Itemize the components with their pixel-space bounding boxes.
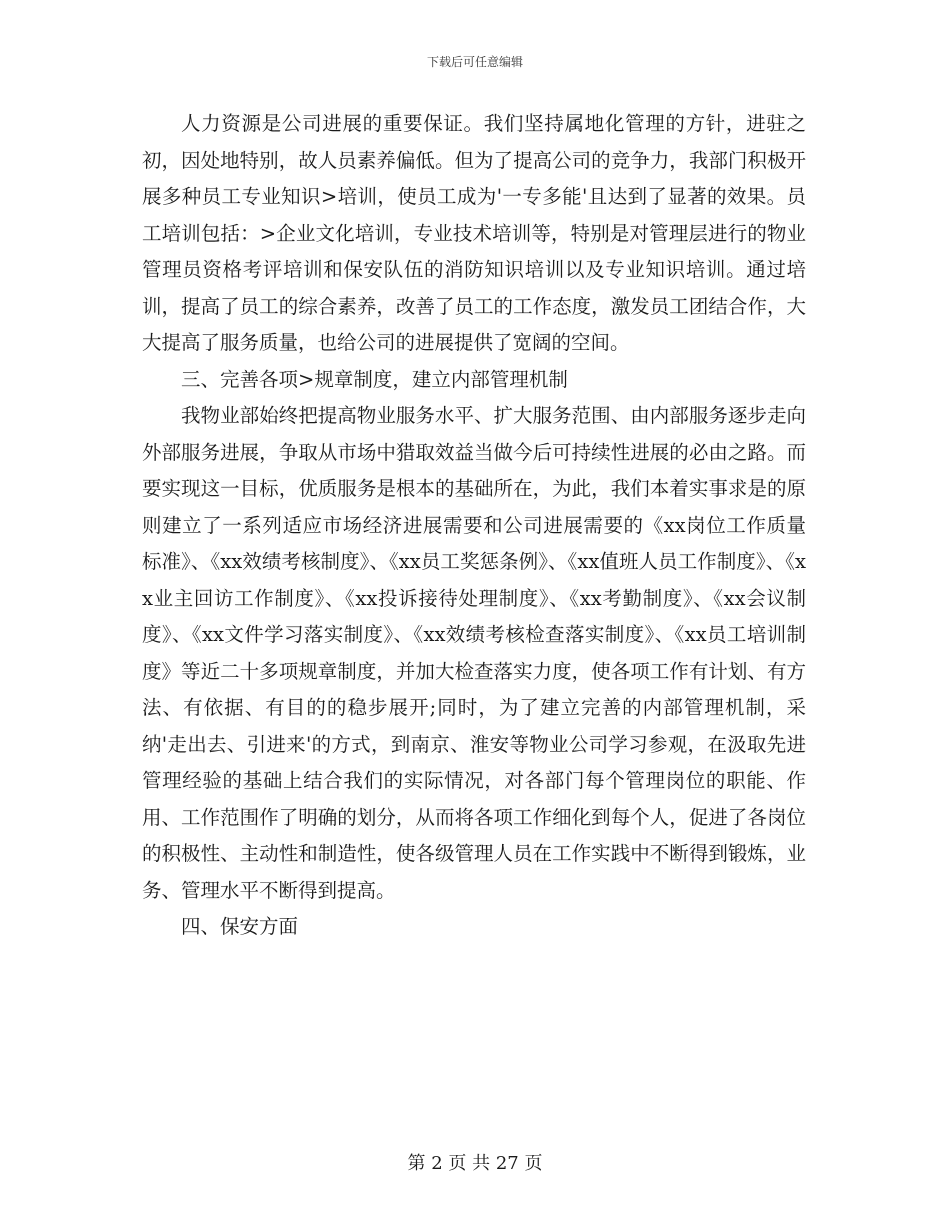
- page-number: 第 2 页 共 27 页: [407, 1153, 543, 1174]
- section-heading-3: 三、完善各项>规章制度，建立内部管理机制: [181, 367, 568, 391]
- page-header: 下载后可任意编辑: [426, 55, 523, 69]
- section-heading-4: 四、保安方面: [181, 915, 299, 938]
- paragraph-hr: 人力资源是公司进展的重要保证。我们坚持属地化管理的方针，进驻之初，因处地特别，故人员素养偏低。但为了提高公司的竞争力，我部门积极开展多种员工专业知识>培训，使员工成为'一专多能'且达到了显著的效果。员工培训包括：>企业文化培训，专业技术培训等，特别是对管理层进行的物业管理员资格考评培训和保安队伍的消防知识培训以及专业知识培训。通过培训，提高了员工的综合素养，改善了员工的工作态度，激发员工团结合作，大大提高了服务质量，也给公司的进展提供了宽阔的空间。: [142, 112, 806, 354]
- document-body: [142, 106, 806, 946]
- paragraph-rules: 我物业部始终把提高物业服务水平、扩大服务范围、由内部服务逐步走向外部服务进展，争取从市场中猎取效益当做今后可持续性进展的必由之路。而要实现这一目标，优质服务是根本的基础所在，为此，我们本着实事求是的原则建立了一系列适应市场经济进展需要和公司进展需要的《xx岗位工作质量标准》、《xx效绩考核制度》、《xx员工奖惩条例》、《xx值班人员工作制度》、《xx业主回访工作制度》、《xx投诉接待处理制度》、《xx考勤制度》、《xx会议制度》、《xx文件学习落实制度》、《xx效绩考核检查落实制度》、《xx员工培训制度》等近二十多项规章制度，并加大检查落实力度，使各项工作有计划、有方法、有依据、有目的的稳步展开;同时，为了建立完善的内部管理机制，采纳'走出去、引进来'的方式，到南京、淮安等物业公司学习参观，在汲取先进管理经验的基础上结合我们的实际情况，对各部门每个管理岗位的职能、作用、工作范围作了明确的划分，从而将各项工作细化到每个人，促进了各岗位的积极性、主动性和制造性，使各级管理人员在工作实践中不断得到锻炼，业务、管理水平不断得到提高。: [142, 404, 807, 902]
